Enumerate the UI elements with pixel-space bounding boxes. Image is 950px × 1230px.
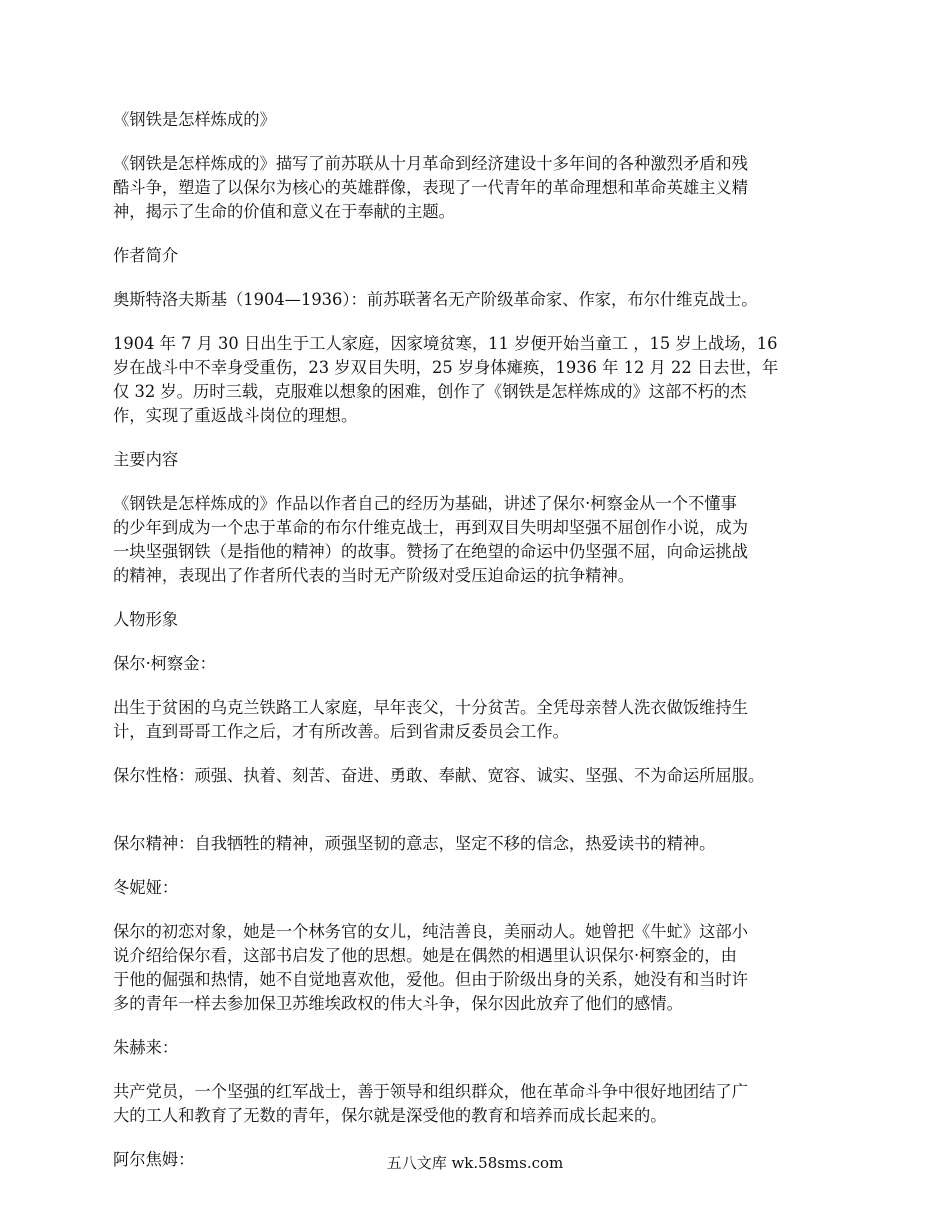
tonya-line: 保尔的初恋对象，她是一个林务官的女儿，纯洁善良，美丽动人。她曾把《牛虻》这部小 (113, 922, 748, 941)
paul-traits-line: 保尔性格：顽强、执着、刻苦、奋进、勇敢、奉献、宽容、诚实、坚强、不为命运所屈服。 (113, 766, 765, 785)
document-page (113, 108, 853, 1192)
paul-traits (113, 764, 853, 788)
footer-watermark: 五八文库 wk.58sms.com (386, 1154, 564, 1172)
artyom-heading: 阿尔焦姆： (113, 1150, 195, 1169)
author-bio-line: 1904 年 7 月 30 日出生于工人家庭，因家境贫寒，11 岁便开始当童工 ，15 岁上战场，16 (113, 334, 778, 353)
intro-paragraph (113, 152, 853, 224)
paul-spirit (113, 832, 853, 856)
author-summary (113, 288, 853, 312)
content-line: 一块坚强钢铁（是指他的精神）的故事。赞扬了在绝望的命运中仍坚强不屈，向命运挑战 (113, 542, 748, 561)
paul-line: 出生于贫困的乌克兰铁路工人家庭，早年丧父，十分贫苦。全凭母亲替人洗衣做饭维持生 (113, 698, 748, 717)
author-heading: 作者简介 (113, 246, 179, 265)
paul-paragraph (113, 696, 853, 744)
author-bio-paragraph (113, 332, 853, 428)
paul-line: 计，直到哥哥工作之后，才有所改善。后到省肃反委员会工作。 (113, 722, 569, 741)
author-bio-line: 岁在战斗中不幸身受重伤，23 岁双目失明，25 岁身体瘫痪，1936 年 12 月 22 日去世，年 (113, 358, 779, 377)
tonya-heading: 冬妮娅： (113, 878, 179, 897)
zhuhelai-line: 共产党员，一个坚强的红军战士，善于领导和组织群众，他在革命斗争中很好地团结了广 (113, 1082, 748, 1101)
content-heading: 主要内容 (113, 450, 179, 469)
author-bio-line: 仅 32 岁。历时三载，克服难以想象的困难，创作了《钢铁是怎样炼成的》这部不朽的杰 (113, 382, 747, 401)
author-summary-line: 奥斯特洛夫斯基（1904—1936）：前苏联著名无产阶级革命家、作家，布尔什维克战士。 (113, 290, 758, 309)
content-line: 的精神，表现出了作者所代表的当时无产阶级对受压迫命运的抗争精神。 (113, 566, 635, 585)
author-bio-line: 作，实现了重返战斗岗位的理想。 (113, 406, 358, 425)
intro-line: 酷斗争，塑造了以保尔为核心的英雄群像，表现了一代青年的革命理想和革命英雄主义精 (113, 178, 748, 197)
content-line: 的少年到成为一个忠于革命的布尔什维克战士，再到双目失明却坚强不屈创作小说，成为 (113, 518, 748, 537)
zhuhelai-line: 大的工人和教育了无数的青年，保尔就是深受他的教育和培养而成长起来的。 (113, 1106, 667, 1125)
document-title: 《钢铁是怎样炼成的》 (113, 110, 276, 129)
paul-heading: 保尔·柯察金： (113, 654, 216, 673)
zhuhelai-heading: 朱赫来： (113, 1038, 179, 1057)
tonya-line: 多的青年一样去参加保卫苏维埃政权的伟大斗争，保尔因此放弃了他们的感情。 (113, 994, 683, 1013)
content-paragraph (113, 492, 853, 588)
tonya-paragraph (113, 920, 853, 1016)
zhuhelai-paragraph (113, 1080, 853, 1128)
intro-line: 《钢铁是怎样炼成的》描写了前苏联从十月革命到经济建设十多年间的各种激烈矛盾和残 (113, 154, 748, 173)
tonya-line: 说介绍给保尔看，这部书启发了他的思想。她是在偶然的相遇里认识保尔·柯察金的，由 (113, 946, 737, 965)
intro-line: 神，揭示了生命的价值和意义在于奉献的主题。 (113, 202, 455, 221)
tonya-line: 于他的倔强和热情，她不自觉地喜欢他，爱他。但由于阶级出身的关系，她没有和当时许 (113, 970, 748, 989)
characters-heading: 人物形象 (113, 610, 179, 629)
content-line: 《钢铁是怎样炼成的》作品以作者自己的经历为基础，讲述了保尔·柯察金从一个不懂事 (113, 494, 737, 513)
paul-spirit-line: 保尔精神：自我牺牲的精神，顽强坚韧的意志，坚定不移的信念，热爱读书的精神。 (113, 834, 716, 853)
